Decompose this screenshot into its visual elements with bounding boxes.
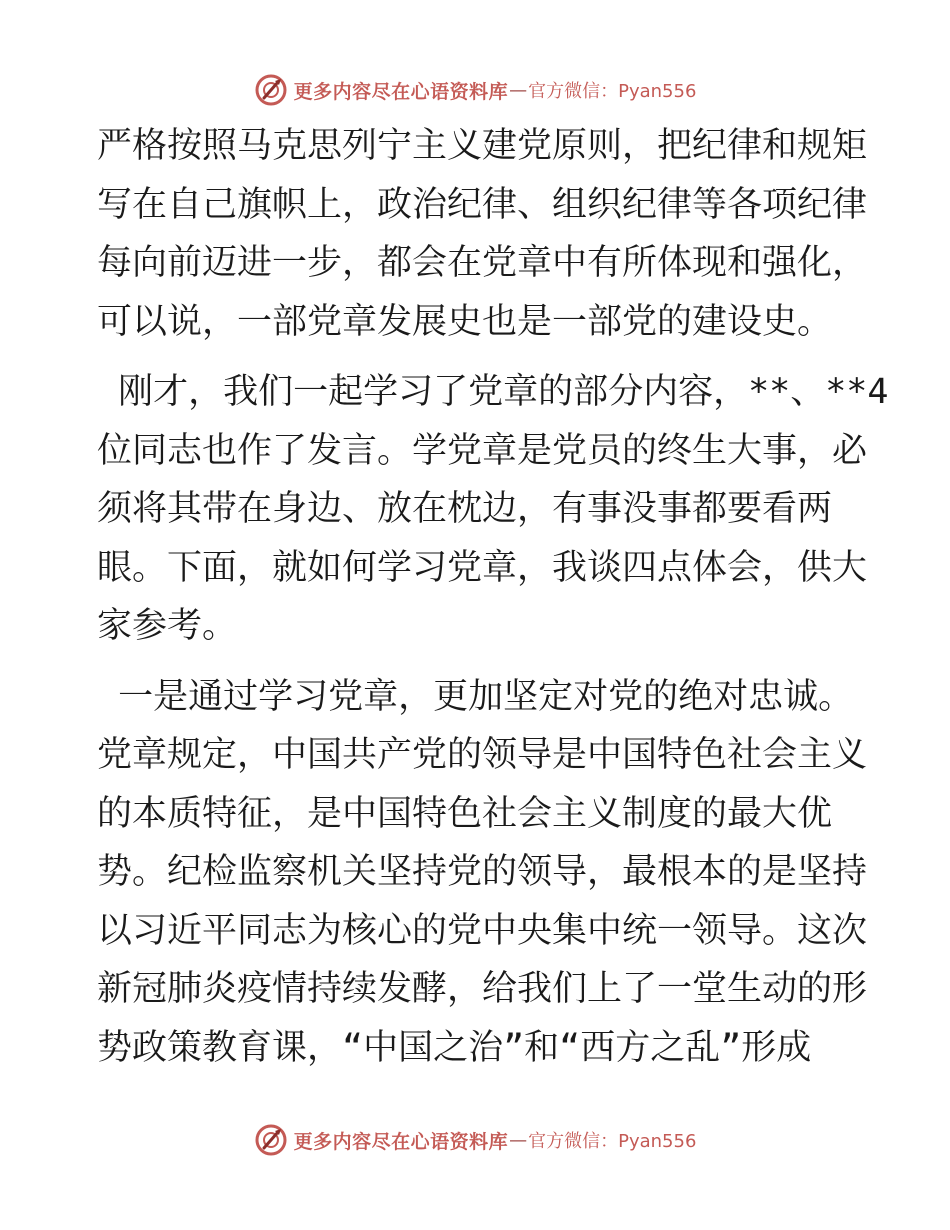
header-site-text: 更多内容尽在心语资料库 <box>293 80 509 103</box>
text-line: 写在自己旗帜上，政治纪律、组织纪律等各项纪律 <box>97 184 868 225</box>
footer-dash: — <box>509 1129 528 1151</box>
text-line: 党章规定，中国共产党的领导是中国特色社会主义 <box>97 735 868 775</box>
text-line: 一是通过学习党章，更加坚定对党的绝对忠诚。 <box>97 676 854 717</box>
text-line: 位同志也作了发言。学党章是党员的终生大事，必 <box>97 430 868 471</box>
footer-banner <box>0 1120 950 1160</box>
paragraph-1 <box>97 117 867 351</box>
text-line: 严格按照马克思列宁主义建党原则，把纪律和规矩 <box>97 126 868 166</box>
text-line: 每向前迈进一步，都会在党章中有所体现和强化， <box>97 243 868 283</box>
text-line: 的本质特征，是中国特色社会主义制度的最大优 <box>97 793 833 834</box>
header-dash: — <box>509 79 528 101</box>
paragraph-2 <box>97 363 889 656</box>
text-line: 可以说，一部党章发展史也是一部党的建设史。 <box>97 301 833 342</box>
paragraph-gap <box>97 656 867 668</box>
footer-site-text: 更多内容尽在心语资料库 <box>293 1130 509 1153</box>
text-line: 以习近平同志为核心的党中央集中统一领导。这次 <box>97 910 868 951</box>
brand-logo-icon <box>254 73 288 107</box>
paragraph-3 <box>97 668 867 1078</box>
text-line: 须将其带在身边、放在枕边，有事没事都要看两 <box>97 489 833 529</box>
document-body <box>97 117 889 1077</box>
header-banner <box>0 70 950 110</box>
text-line: 刚才，我们一起学习了党章的部分内容，**、**4 <box>97 372 889 412</box>
brand-logo-icon <box>254 1123 288 1157</box>
paragraph-gap <box>97 351 867 363</box>
footer-wechat-text: 官方微信：Pyan556 <box>528 1131 697 1152</box>
text-line: 势。纪检监察机关坚持党的领导，最根本的是坚持 <box>97 852 868 892</box>
text-line: 势政策教育课，“中国之治”和“西方之乱”形成 <box>97 1027 812 1068</box>
text-line: 眼。下面，就如何学习党章，我谈四点体会，供大 <box>97 547 868 588</box>
text-line: 新冠肺炎疫情持续发酵，给我们上了一堂生动的形 <box>97 969 868 1009</box>
text-line: 家参考。 <box>97 606 238 646</box>
header-wechat-text: 官方微信：Pyan556 <box>528 81 697 102</box>
